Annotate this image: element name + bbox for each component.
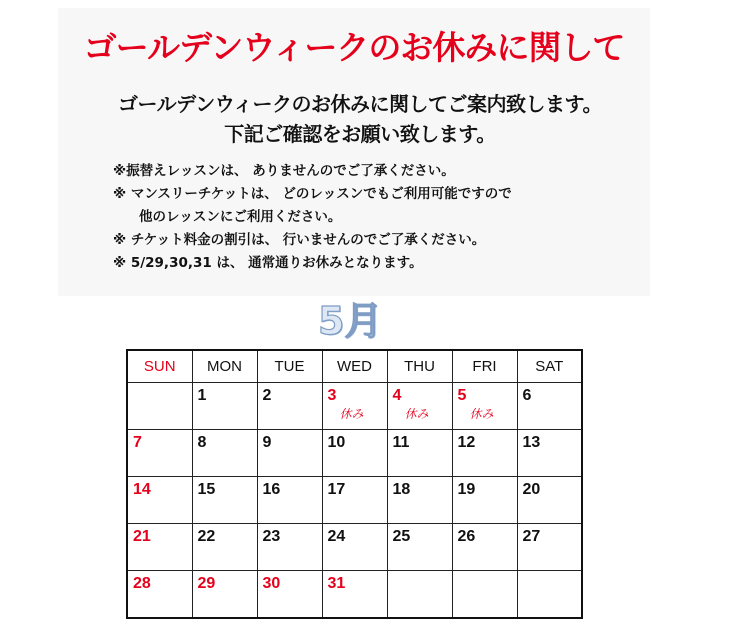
weekday-header-thu: THU: [387, 350, 452, 383]
calendar-week-row: [127, 477, 582, 524]
calendar-day-cell: [517, 524, 582, 571]
calendar-week-row: [127, 383, 582, 430]
calendar-day-cell: [452, 477, 517, 524]
day-number: 8: [197, 434, 207, 451]
day-number: 20: [522, 481, 541, 498]
note-no-ticket-discount: ※ チケット料金の割引は、 行いませんのでご了承ください。: [113, 232, 486, 248]
calendar-day-cell: [257, 524, 322, 571]
calendar-day-cell: [322, 571, 387, 619]
calendar-day-cell: [517, 477, 582, 524]
day-number: 27: [522, 528, 541, 545]
note-no-makeup-lessons: ※振替えレッスンは、 ありませんのでご了承ください。: [113, 163, 455, 179]
weekday-header-wed: WED: [322, 350, 387, 383]
weekday-header-mon: MON: [192, 350, 257, 383]
calendar-day-cell: [322, 383, 387, 430]
calendar-day-cell: [322, 430, 387, 477]
calendar-day-cell: [517, 383, 582, 430]
day-number: 22: [197, 528, 216, 545]
calendar-day-cell: [452, 430, 517, 477]
day-number: 6: [522, 387, 532, 404]
calendar-empty-cell: [387, 571, 452, 619]
day-number: 17: [327, 481, 346, 498]
month-title: 5月: [318, 299, 383, 343]
day-number: 7: [133, 434, 142, 451]
calendar-day-cell: [452, 383, 517, 430]
day-number: 29: [197, 575, 216, 592]
day-number: 1: [197, 387, 207, 404]
day-number: 31: [327, 575, 346, 592]
calendar-day-cell: [257, 430, 322, 477]
weekday-header-row: [127, 350, 582, 383]
holiday-label: 休み: [404, 407, 429, 421]
calendar-day-cell: [517, 430, 582, 477]
calendar-day-cell: [387, 477, 452, 524]
day-number: 10: [327, 434, 346, 451]
day-number: 14: [133, 481, 151, 498]
calendar-day-cell: [322, 524, 387, 571]
day-number: 28: [133, 575, 151, 592]
day-number: 16: [262, 481, 281, 498]
month-calendar: [126, 349, 583, 619]
calendar-empty-cell: [127, 383, 192, 430]
notice-title: ゴールデンウィークのお休みに関して: [83, 28, 625, 67]
day-number: 18: [392, 481, 411, 498]
note-monthly-ticket-continued: 他のレッスンにご利用ください。: [139, 209, 342, 225]
calendar-day-cell: [127, 524, 192, 571]
weekday-header-tue: TUE: [257, 350, 322, 383]
calendar-empty-cell: [452, 571, 517, 619]
day-number: 21: [133, 528, 151, 545]
day-number: 9: [262, 434, 272, 451]
notice-lead-line-1: ゴールデンウィークのお休みに関してご案内致します。: [118, 92, 602, 116]
calendar-day-cell: [192, 571, 257, 619]
calendar-day-cell: [257, 383, 322, 430]
weekday-header-fri: FRI: [452, 350, 517, 383]
notice-notes-list: [113, 160, 512, 275]
day-number: 3: [327, 387, 337, 404]
calendar-week-row: [127, 524, 582, 571]
day-number: 15: [197, 481, 216, 498]
day-number: 24: [327, 528, 346, 545]
calendar-day-cell: [127, 430, 192, 477]
day-number: 25: [392, 528, 411, 545]
calendar-day-cell: [192, 430, 257, 477]
weekday-header-sun: SUN: [127, 350, 192, 383]
notice-lead-line-2: 下記ご確認をお願い致します。: [224, 122, 496, 146]
calendar-empty-cell: [517, 571, 582, 619]
calendar-day-cell: [322, 477, 387, 524]
day-number: 13: [522, 434, 541, 451]
holiday-label: 休み: [469, 407, 494, 421]
calendar-day-cell: [257, 477, 322, 524]
day-number: 19: [457, 481, 476, 498]
calendar-day-cell: [192, 477, 257, 524]
calendar-day-cell: [127, 477, 192, 524]
calendar-day-cell: [452, 524, 517, 571]
day-number: 2: [262, 387, 272, 404]
calendar-day-cell: [127, 571, 192, 619]
calendar-day-cell: [387, 430, 452, 477]
holiday-label: 休み: [339, 407, 364, 421]
note-closed-dates: ※ 5/29,30,31 は、 通常通りお休みとなります。: [113, 255, 423, 271]
calendar-day-cell: [387, 383, 452, 430]
calendar-day-cell: [257, 571, 322, 619]
calendar-day-cell: [192, 383, 257, 430]
calendar-week-row: [127, 571, 582, 619]
calendar-body: [127, 383, 582, 619]
calendar-week-row: [127, 430, 582, 477]
day-number: 4: [392, 387, 402, 404]
day-number: 30: [262, 575, 281, 592]
note-monthly-ticket: ※ マンスリーチケットは、 どのレッスンでもご利用可能ですので: [113, 186, 512, 202]
weekday-header-sat: SAT: [517, 350, 582, 383]
day-number: 5: [457, 387, 467, 404]
calendar-day-cell: [192, 524, 257, 571]
calendar-day-cell: [387, 524, 452, 571]
day-number: 26: [457, 528, 476, 545]
day-number: 11: [392, 434, 410, 451]
day-number: 23: [262, 528, 281, 545]
day-number: 12: [457, 434, 476, 451]
